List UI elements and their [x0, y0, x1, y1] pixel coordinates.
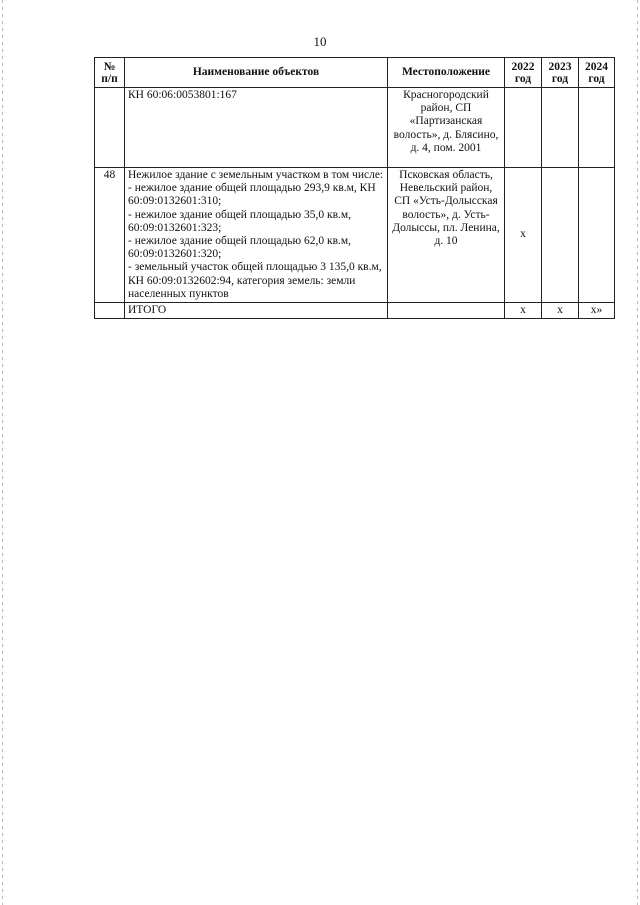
- row-num: 48: [95, 168, 125, 303]
- total-location: [388, 303, 505, 319]
- header-2023: 2023 год: [542, 58, 579, 88]
- page-number: 10: [313, 34, 327, 49]
- header-num: № п/п: [95, 58, 125, 88]
- scan-edge-right: [637, 0, 638, 905]
- row-num: [95, 88, 125, 168]
- row-name-line: - нежилое здание общей площадью 35,0 кв.м, 60:09:0132601:323;: [128, 208, 352, 234]
- row-2022: x: [505, 168, 542, 303]
- total-row: [95, 303, 615, 319]
- row-location: Псковская область, Невельский район, СП «Усть-Долысская волость», д. Усть-Долысcы, пл. Ленина, д. 10: [388, 168, 505, 303]
- table-row: [95, 168, 615, 303]
- row-2023: [542, 168, 579, 303]
- total-num: [95, 303, 125, 319]
- row-name: [125, 88, 388, 168]
- total-label: ИТОГО: [125, 303, 388, 319]
- header-2024: 2024 год: [579, 58, 615, 88]
- header-location: Местоположение: [388, 58, 505, 88]
- total-2022: x: [505, 303, 542, 319]
- row-name-line: - земельный участок общей площадью 3 135,0 кв.м, КН 60:09:0132602:94, категория земель: земли населенных пунктов: [128, 261, 382, 300]
- row-location: Красногородский район, СП «Партизанская волость», д. Блясино, д. 4, пом. 2001: [388, 88, 505, 168]
- row-name-line: КН 60:06:0053801:167: [128, 89, 237, 101]
- row-2024: [579, 168, 615, 303]
- total-2024: x»: [579, 303, 615, 319]
- row-name-line: Нежилое здание с земельным участком в том числе:: [128, 169, 384, 181]
- row-name: [125, 168, 388, 303]
- header-name: Наименование объектов: [125, 58, 388, 88]
- objects-table: [94, 57, 615, 319]
- total-2023: x: [542, 303, 579, 319]
- row-name-line: - нежилое здание общей площадью 62,0 кв.м, 60:09:0132601:320;: [128, 235, 352, 261]
- row-2022: [505, 88, 542, 168]
- row-2023: [542, 88, 579, 168]
- scan-edge-left: [2, 0, 3, 905]
- row-2024: [579, 88, 615, 168]
- row-name-line: - нежилое здание общей площадью 293,9 кв.м, КН 60:09:0132601:310;: [128, 182, 376, 208]
- table-row: [95, 88, 615, 168]
- header-2022: 2022 год: [505, 58, 542, 88]
- table-header-row: [95, 58, 615, 88]
